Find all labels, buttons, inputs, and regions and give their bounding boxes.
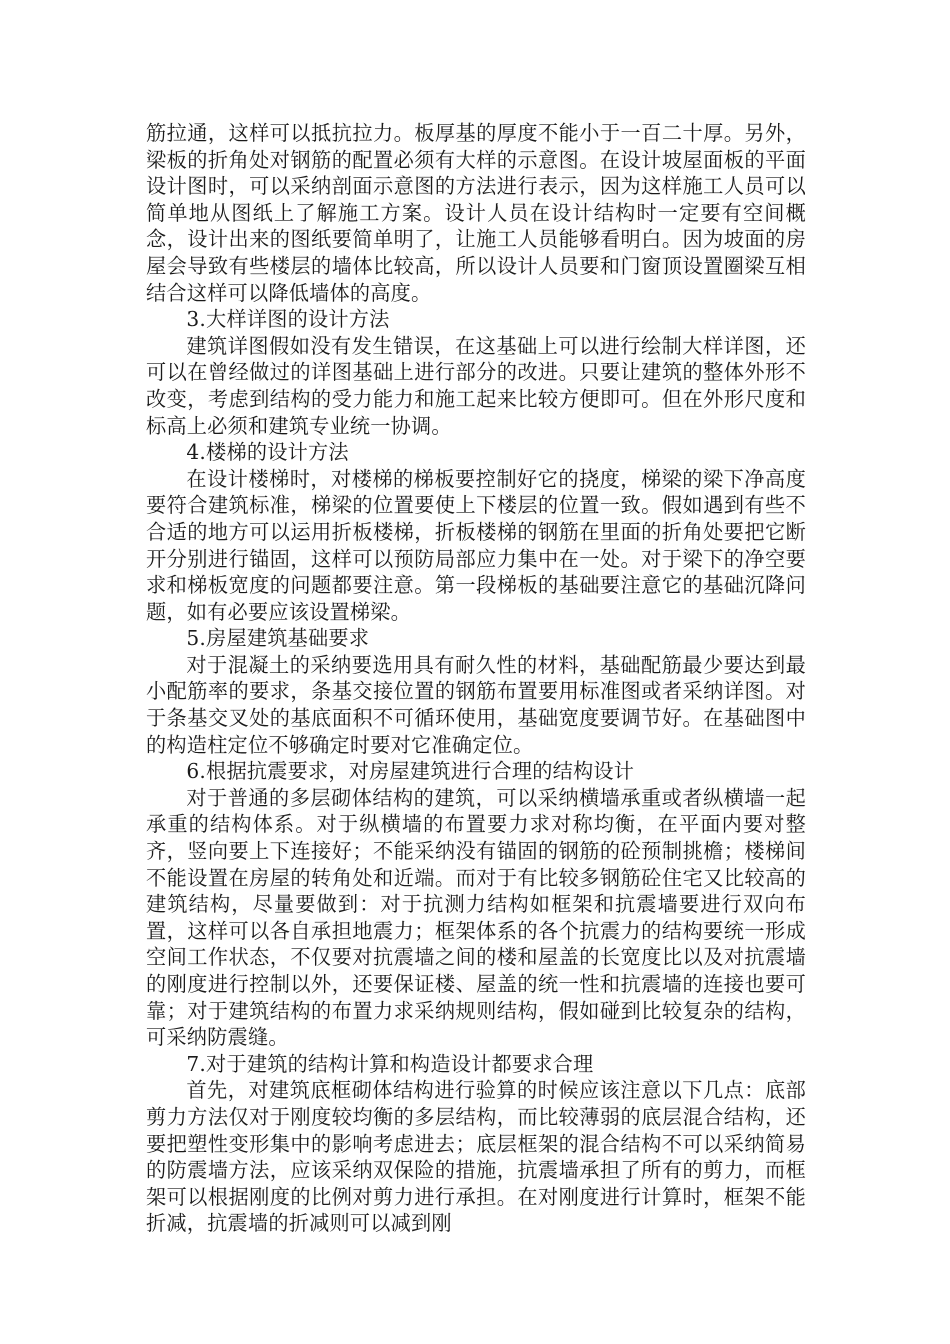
paragraph-foundation: 对于混凝土的采纳要选用具有耐久性的材料，基础配筋最少要达到最小配筋率的要求，条基交接位置的钢筋布置要用标准图或者采纳详图。对于条基交叉处的基底面积不可循环使用，基础宽度要调节好。在基础图中的构造柱定位不够确定时要对它准确定位。 <box>146 652 806 757</box>
paragraph-seismic: 对于普通的多层砌体结构的建筑，可以采纳横墙承重或者纵横墙一起承重的结构体系。对于纵横墙的布置要力求对称均衡，在平面内要对整齐，竖向要上下连接好；不能采纳没有锚固的钢筋的砼预制挑檐；楼梯间不能设置在房屋的转角处和近端。而对于有比较多钢筋砼住宅又比较高的建筑结构，尽量要做到：对于抗测力结构如框架和抗震墙要进行双向布置，这样可以各自承担地震力；框架体系的各个抗震力的结构要统一形成空间工作状态，不仅要对抗震墙之间的楼和屋盖的长宽度比以及对抗震墙的刚度进行控制以外，还要保证楼、屋盖的统一性和抗震墙的连接也要可靠；对于建筑结构的布置力求采纳规则结构，假如碰到比较复杂的结构，可采纳防震缝。 <box>146 785 806 1050</box>
continued-paragraph: 筋拉通，这样可以抵抗拉力。板厚基的厚度不能小于一百二十厚。另外，梁板的折角处对钢筋的配置必须有大样的示意图。在设计坡屋面板的平面设计图时，可以采纳剖面示意图的方法进行表示，因为这样施工人员可以简单地从图纸上了解施工方案。设计人员在设计结构时一定要有空间概念，设计出来的图纸要简单明了，让施工人员能够看明白。因为坡面的房屋会导致有些楼层的墙体比较高，所以设计人员要和门窗顶设置圈梁互相结合这样可以降低墙体的高度。 <box>146 121 806 305</box>
paragraph-detail-drawing: 建筑详图假如没有发生错误，在这基础上可以进行绘制大样详图，还可以在曾经做过的详图基础上进行部分的改进。只要让建筑的整体外形不改变，考虑到结构的受力能力和施工起来比较方便即可。但在外形尺度和标高上必须和建筑专业统一协调。 <box>146 333 806 438</box>
document-page <box>146 120 806 1237</box>
paragraph-structural-calc: 首先，对建筑底框砌体结构进行验算的时候应该注意以下几点：底部剪力方法仅对于刚度较均衡的多层结构，而比较薄弱的底层混合结构，还要把塑性变形集中的影响考虑进去；底层框架的混合结构不可以采纳简易的防震墙方法，应该采纳双保险的措施，抗震墙承担了所有的剪力，而框架可以根据刚度的比例对剪力进行承担。在对刚度进行计算时，框架不能折减，抗震墙的折减则可以减到刚 <box>146 1078 806 1236</box>
section-heading-6: 6.根据抗震要求，对房屋建筑进行合理的结构设计 <box>186 759 635 784</box>
paragraph-stair-design: 在设计楼梯时，对楼梯的梯板要控制好它的挠度，梯梁的梁下净高度要符合建筑标准，梯梁的位置要使上下楼层的位置一致。假如遇到有些不合适的地方可以运用折板楼梯，折板楼梯的钢筋在里面的折角处要把它断开分别进行锚固，这样可以预防局部应力集中在一处。对于梁下的净空要求和梯板宽度的问题都要注意。第一段梯板的基础要注意它的基础沉降问题，如有必要应该设置梯梁。 <box>146 466 806 624</box>
section-heading-4: 4.楼梯的设计方法 <box>186 440 349 465</box>
section-heading-3: 3.大样详图的设计方法 <box>186 307 390 332</box>
section-heading-5: 5.房屋建筑基础要求 <box>186 626 370 651</box>
section-heading-7: 7.对于建筑的结构计算和构造设计都要求合理 <box>186 1051 594 1076</box>
